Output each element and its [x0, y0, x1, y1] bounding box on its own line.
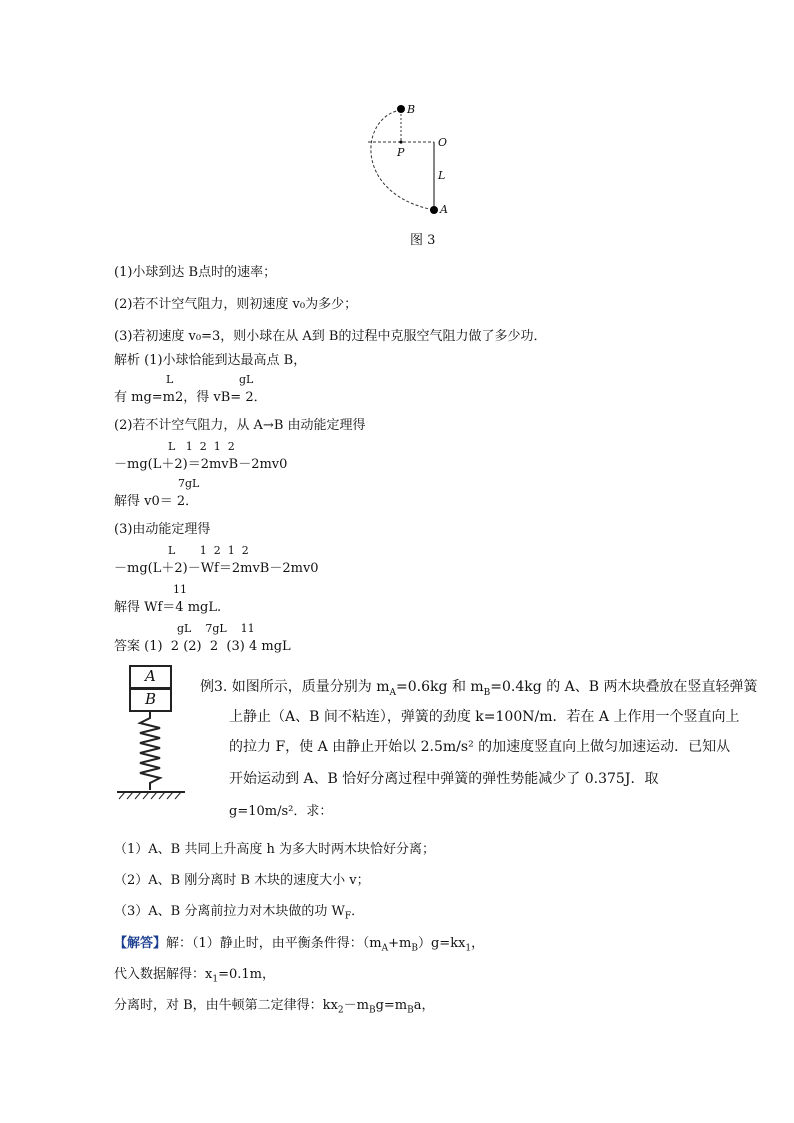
analysis-l2-top-l: L	[166, 373, 174, 386]
label-l: L	[438, 169, 446, 182]
analysis-l5-top: 7gL	[178, 477, 200, 490]
example-line-5: g=10m/s²．求：	[229, 804, 333, 819]
analysis-line-2: 有 mg=m2，得 vB= 2．	[114, 390, 267, 405]
figure-3-diagram	[360, 98, 460, 218]
block-b-label: B	[145, 690, 157, 708]
question-2: (2)若不计空气阻力，则初速度 v₀为多少；	[114, 297, 358, 312]
question-3: (3)若初速度 v₀=3，则小球在从 A到 B的过程中克服空气阻力做了多少功．	[114, 329, 547, 344]
example-question-1: （1）A、B 共同上升高度 h 为多大时两木块恰好分离；	[114, 842, 435, 857]
ball-a	[430, 206, 438, 214]
analysis-line-3: (2)若不计空气阻力，从 A→B 由动能定理得	[114, 418, 366, 433]
analysis-line-4: －mg(L＋2)＝2mvB－2mv0	[114, 457, 288, 472]
analysis-l2-top-gl: gL	[239, 373, 254, 386]
example-question-3: （3）A、B 分离前拉力对木块做的功 $W_F$．	[114, 904, 365, 922]
example-line-3: 的拉力 F，使 A 由静止开始以 2.5m/s² 的加速度竖直向上做匀加速运动．已知从	[229, 739, 731, 755]
spring	[140, 711, 160, 790]
example-line-4: 开始运动到 A、B 恰好分离过程中弹簧的弹性势能减少了 0.375J．取	[229, 771, 659, 787]
label-o: O	[438, 136, 448, 149]
label-b: B	[407, 103, 416, 116]
answer-top: gL 7gL 11	[177, 622, 255, 635]
analysis-l7-top: L 1 2 1 2	[168, 544, 249, 557]
solution-line-2: 代入数据解得：$x_1=0.1m$，	[114, 967, 275, 985]
figure-caption: 图 3	[410, 233, 436, 248]
analysis-l8-top: 11	[173, 583, 187, 596]
analysis-line-5: 解得 v0＝ 2．	[114, 494, 199, 509]
example-line-1: 例3. 如图所示，质量分别为 $m_A=0.6kg$ 和 $m_B=0.4kg$ 的 A、B 两木块叠放在竖直轻弹簧	[200, 679, 758, 698]
label-p: P	[397, 146, 405, 159]
answer-line: 答案 (1) 2 (2) 2 (3) 4 mgL	[114, 639, 291, 654]
question-1: (1)小球到达 B点时的速率；	[114, 265, 277, 280]
example-question-2: （2）A、B 刚分离时 B 木块的速度大小 v；	[114, 873, 370, 888]
solution-line-3: 分离时，对 B，由牛顿第二定律得：$kx_2-m_Bg=m_Ba$，	[114, 998, 435, 1016]
solution-line-1: 【解答】解：（1）静止时，由平衡条件得：$(m_A+m_B)g=kx_1$，	[114, 936, 485, 954]
block-a-label: A	[145, 667, 156, 685]
label-a: A	[440, 203, 448, 216]
ball-b	[397, 105, 405, 113]
analysis-line-6: (3)由动能定理得	[114, 522, 211, 537]
trajectory-arc	[371, 110, 434, 210]
analysis-line-1: 解析 (1)小球恰能到达最高点 B，	[114, 353, 307, 368]
analysis-l4-top: L 1 2 1 2	[168, 440, 235, 453]
analysis-line-7: －mg(L＋2)－Wf＝2mvB－2mv0	[114, 561, 319, 576]
point-p	[399, 140, 402, 143]
ground-hatching	[119, 792, 181, 799]
example-line-2: 上静止（A、B 间不粘连），弹簧的劲度 k=100N/m．若在 A 上作用一个竖直向上	[229, 709, 740, 725]
solution-tag: 【解答】	[114, 936, 167, 951]
analysis-line-8: 解得 Wf＝4 mgL.	[114, 600, 222, 615]
